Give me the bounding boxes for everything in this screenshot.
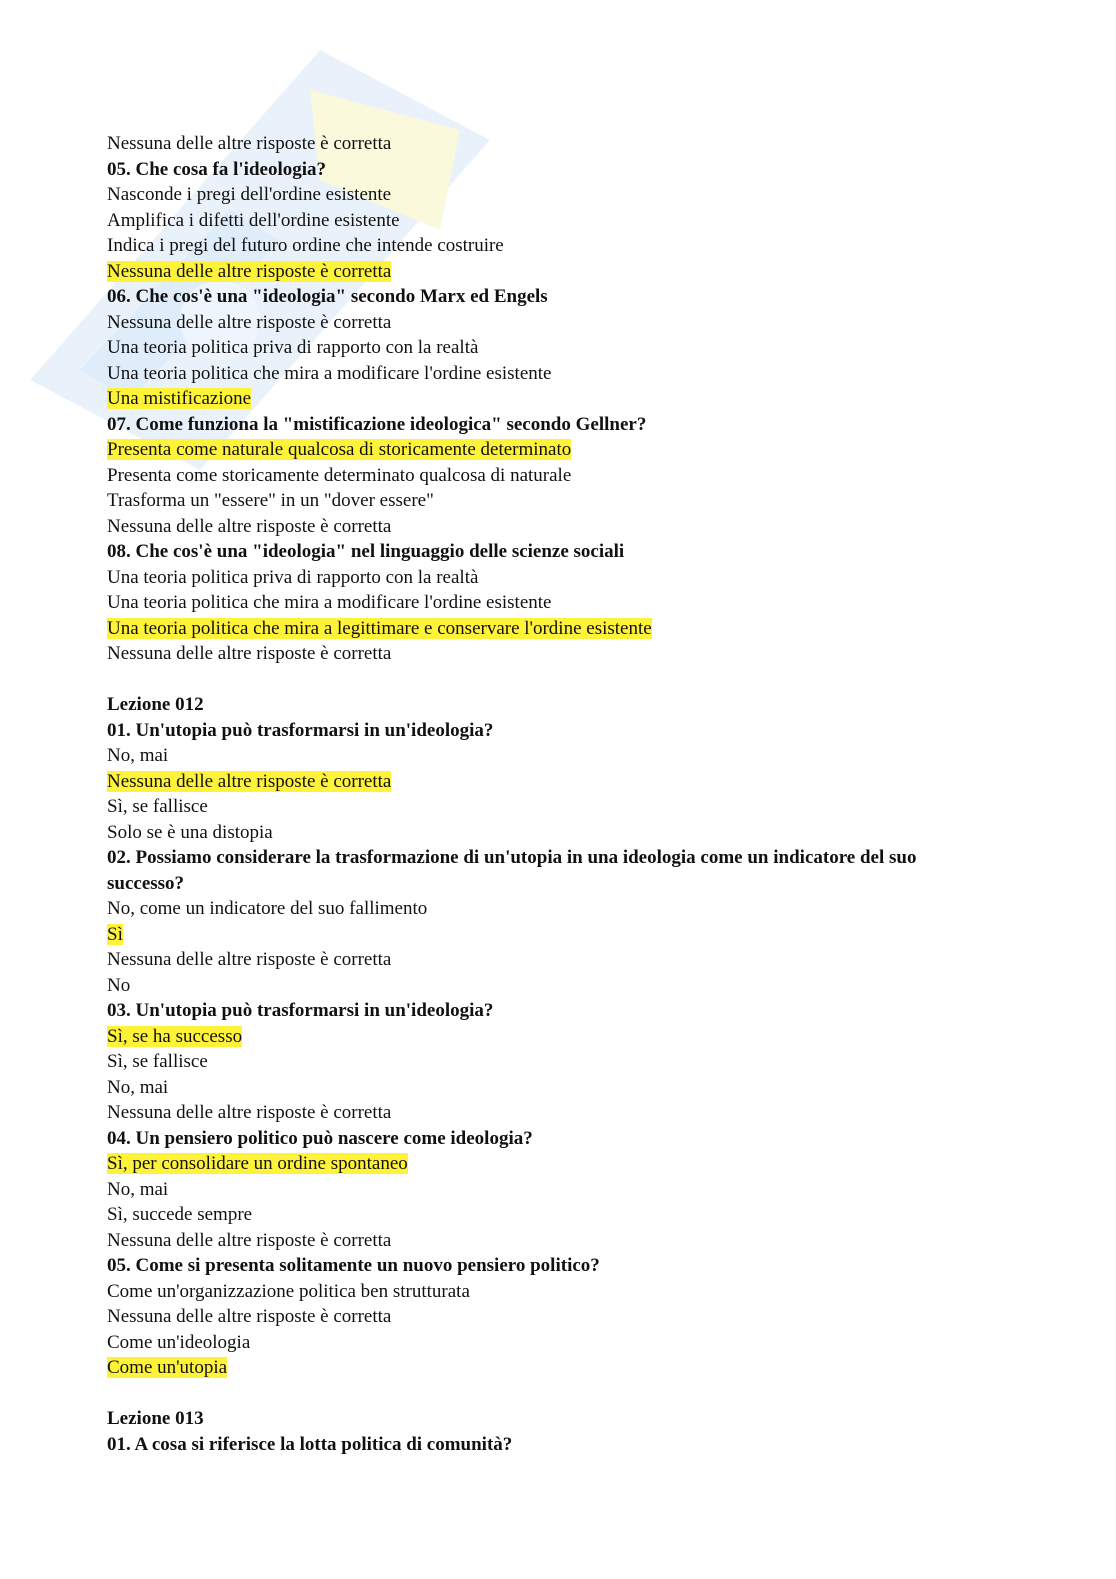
answer-text: Nessuna delle altre risposte è corretta [107, 133, 392, 154]
highlighted-answer-text: Come un'utopia [107, 1357, 228, 1378]
highlighted-answer-text: Sì, per consolidare un ordine spontaneo [107, 1153, 408, 1174]
answer-option [107, 1049, 1007, 1075]
answer-option [107, 565, 1007, 591]
answer-text: Amplifica i difetti dell'ordine esistente [107, 209, 400, 231]
answer-option [107, 131, 1007, 157]
answer-option [107, 1075, 1007, 1101]
answer-option [107, 743, 1007, 769]
answer-option [107, 973, 1007, 999]
answer-option [107, 361, 1007, 387]
answer-option [107, 463, 1007, 489]
answer-option [107, 896, 1007, 922]
answer-text: Presenta come storicamente determinato qualcosa di naturale [107, 464, 572, 486]
answer-option [107, 310, 1007, 336]
highlighted-answer-text: Una mistificazione [107, 388, 252, 409]
answer-option [107, 488, 1007, 514]
answer-option [107, 1330, 1007, 1356]
answer-option [107, 590, 1007, 616]
answer-text: Nessuna delle altre risposte è corretta [107, 311, 392, 333]
answer-text: Nessuna delle altre risposte è corretta [107, 1229, 392, 1251]
answer-option-correct [107, 1151, 1007, 1177]
answer-text: Sì, succede sempre [107, 1204, 253, 1225]
answer-text: Una teoria politica priva di rapporto con la realtà [107, 566, 479, 588]
highlighted-answer-text: Nessuna delle altre risposte è corretta [107, 260, 392, 282]
answer-option-correct [107, 386, 1007, 412]
answer-text: No, come un indicatore del suo fallimento [107, 898, 428, 919]
answer-option [107, 208, 1007, 234]
lesson-heading: Lezione 013 [107, 1408, 204, 1429]
question-text: 02. Possiamo considerare la trasformazione di un'utopia in una ideologia come un indicatore del suo successo? [107, 847, 917, 894]
answer-option [107, 1228, 1007, 1254]
answer-option [107, 1202, 1007, 1228]
question-text: 04. Un pensiero politico può nascere come ideologia? [107, 1127, 533, 1149]
answer-text: Una teoria politica che mira a modificare l'ordine esistente [107, 362, 552, 384]
answer-option-correct [107, 769, 1007, 795]
answer-option-correct [107, 259, 1007, 285]
answer-text: Nessuna delle altre risposte è corretta [107, 515, 392, 537]
highlighted-answer-text: Una teoria politica che mira a legittimare e conservare l'ordine esistente [107, 617, 652, 639]
answer-text: Nessuna delle altre risposte è corretta [107, 1306, 392, 1327]
answer-text: Nasconde i pregi dell'ordine esistente [107, 184, 392, 205]
answer-text: Solo se è una distopia [107, 821, 273, 843]
answer-option [107, 1100, 1007, 1126]
answer-option [107, 820, 1007, 846]
question-text: 06. Che cos'è una "ideologia" secondo Marx ed Engels [107, 286, 548, 307]
answer-text: Sì, se fallisce [107, 796, 208, 817]
answer-text: Trasforma un "essere" in un "dover essere" [107, 490, 434, 511]
answer-text: No, mai [107, 1076, 169, 1098]
question-text: 01. A cosa si riferisce la lotta politica di comunità? [107, 1433, 513, 1455]
answer-option [107, 641, 1007, 667]
answer-option-correct [107, 1024, 1007, 1050]
answer-option [107, 335, 1007, 361]
answer-option [107, 947, 1007, 973]
answer-option-correct [107, 1355, 1007, 1381]
highlighted-answer-text: Presenta come naturale qualcosa di storicamente determinato [107, 439, 572, 460]
answer-option-correct [107, 437, 1007, 463]
lesson-heading: Lezione 012 [107, 694, 204, 715]
question-text: 08. Che cos'è una "ideologia" nel linguaggio delle scienze sociali [107, 541, 625, 562]
question-text: 03. Un'utopia può trasformarsi in un'ideologia? [107, 1000, 494, 1021]
highlighted-answer-text: Nessuna delle altre risposte è corretta [107, 770, 392, 792]
answer-option [107, 1177, 1007, 1203]
answer-option-correct [107, 616, 1007, 642]
answer-text: Nessuna delle altre risposte è corretta [107, 1102, 392, 1123]
answer-option-correct [107, 922, 1007, 948]
answer-text: Come un'organizzazione politica ben strutturata [107, 1280, 470, 1302]
answer-text: No, mai [107, 745, 169, 766]
answer-text: Come un'ideologia [107, 1331, 251, 1353]
answer-text: Indica i pregi del futuro ordine che intende costruire [107, 235, 504, 256]
answer-text: Sì, se fallisce [107, 1051, 208, 1072]
highlighted-answer-text: Sì, se ha successo [107, 1025, 243, 1047]
answer-option [107, 794, 1007, 820]
question-text: 07. Come funziona la "mistificazione ideologica" secondo Gellner? [107, 413, 647, 435]
answer-option [107, 233, 1007, 259]
document-body [107, 131, 1007, 1457]
answer-text: Nessuna delle altre risposte è corretta [107, 643, 392, 664]
answer-text: Una teoria politica che mira a modificare l'ordine esistente [107, 592, 552, 613]
answer-text: Nessuna delle altre risposte è corretta [107, 949, 392, 970]
question-text: 05. Che cosa fa l'ideologia? [107, 158, 327, 180]
answer-option [107, 514, 1007, 540]
answer-option [107, 182, 1007, 208]
answer-text: Una teoria politica priva di rapporto con la realtà [107, 337, 479, 358]
question-text: 01. Un'utopia può trasformarsi in un'ideologia? [107, 719, 494, 741]
answer-text: No [107, 974, 131, 996]
answer-option [107, 1304, 1007, 1330]
answer-option [107, 1279, 1007, 1305]
highlighted-answer-text: Sì [107, 923, 123, 945]
question-text: 05. Come si presenta solitamente un nuovo pensiero politico? [107, 1255, 600, 1276]
answer-text: No, mai [107, 1178, 169, 1200]
